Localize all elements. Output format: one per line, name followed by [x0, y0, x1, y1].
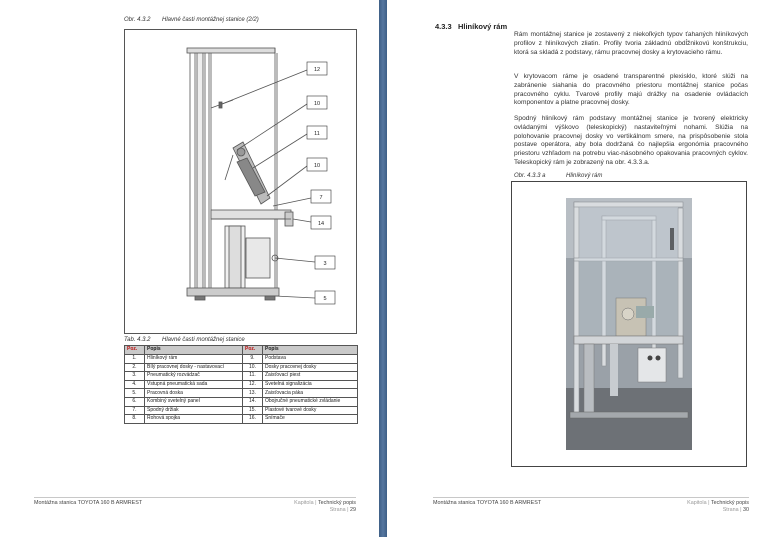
- callout-5: 5: [323, 296, 327, 302]
- callout-11: 11: [314, 131, 320, 137]
- table-row: [125, 355, 358, 364]
- callout-14: 14: [317, 221, 325, 227]
- footer-document-name-right: Montážna stanica TOYOTA 160 B ARMREST: [433, 500, 542, 506]
- table-cell-position: 15.: [243, 406, 263, 415]
- table-cell-description: Vstupná pneumatická sada: [145, 380, 243, 389]
- table-cell-position: 8.: [125, 415, 145, 424]
- table-cell-description: Plastové tvarové dosky: [263, 406, 358, 415]
- table-cell-position: 10.: [243, 363, 263, 372]
- table-cell-position: 2.: [125, 363, 145, 372]
- paragraph-1: Rám montážnej stanice je zostavený z niekoľkých typov ťahaných hliníkových profilov z hliníkových zliatin. Profily tvoria základnú obdĺžnikovú konštrukciu, ktorá sa skladá z podstavy, rámu pracovnej dosky a krytovacieho rámu.: [514, 31, 748, 56]
- header-popis: Popis: [145, 346, 243, 355]
- table-cell-description: Snímače: [263, 415, 358, 424]
- table-cell-description: Rohová spojka: [145, 415, 243, 424]
- table-row: [125, 406, 358, 415]
- paragraph-2: V krytovacom ráme je osadené transparentné plexisklo, ktoré slúži na zabránenie siahania do pracovného priestoru montážnej stanice počas pracovného cyklu. Tvarové profily majú drážky na osadenie ovládacích komponentov a platne pracovnej dosky.: [514, 73, 748, 107]
- table-row: [125, 372, 358, 381]
- left-page: [0, 0, 379, 537]
- table-row: [125, 380, 358, 389]
- table-cell-description: Spodný držiak: [145, 406, 243, 415]
- footer-rule: [34, 497, 356, 498]
- table-cell-position: 7.: [125, 406, 145, 415]
- table-row: [125, 415, 358, 424]
- header-popis-2: Popis: [263, 346, 358, 355]
- page-spread-divider: [379, 0, 387, 537]
- station-drawing-frame: [124, 29, 357, 334]
- aluminium-frame-photo-frame: [511, 181, 747, 467]
- footer-document-name: Montážna stanica TOYOTA 160 B ARMREST: [34, 500, 143, 506]
- table-header-row: [125, 346, 358, 355]
- callout-12: 12: [313, 67, 321, 73]
- footer-rule-right: [433, 497, 749, 498]
- table-caption: Tab. 4.3.2 Hlavné časti montážnej stanice: [124, 337, 245, 343]
- section-title: 4.3.3 Hliníkový rám: [435, 22, 508, 31]
- table-cell-description: Zaisťovací piest: [263, 372, 358, 381]
- table-cell-description: Dosky pracovnej dosky: [263, 363, 358, 372]
- right-page: [387, 0, 768, 537]
- callout-3: 3: [323, 261, 327, 267]
- table-cell-description: Zaisťovacia páka: [263, 389, 358, 398]
- callout-7: 7: [319, 195, 323, 201]
- table-row: [125, 389, 358, 398]
- table-cell-description: Obojručné pneumatické zvládanie: [263, 397, 358, 406]
- table-cell-description: Kombiný svetelný panel: [145, 397, 243, 406]
- table-cell-position: 12.: [243, 380, 263, 389]
- table-cell-position: 14.: [243, 397, 263, 406]
- footer-page: Strana | 29: [329, 507, 356, 513]
- table-cell-position: 9.: [243, 355, 263, 364]
- table-cell-description: Svetelná signalizácia: [263, 380, 358, 389]
- table-row: [125, 397, 358, 406]
- table-cell-description: Podstava: [263, 355, 358, 364]
- station-side-view-drawing: [125, 30, 356, 333]
- header-poz-2: Poz.: [243, 346, 263, 355]
- callout-10: 10: [313, 101, 321, 107]
- parts-table: [124, 345, 358, 424]
- table-cell-position: 3.: [125, 372, 145, 381]
- footer-chapter: Kapitola | Technický popis: [294, 500, 356, 506]
- table-cell-position: 6.: [125, 397, 145, 406]
- callout-10b: 10: [313, 163, 321, 169]
- figure-caption: Obr. 4.3.2 Hlavné časti montážnej stanice (2/2): [124, 17, 259, 23]
- aluminium-frame-photo: [566, 198, 692, 450]
- table-cell-position: 4.: [125, 380, 145, 389]
- table-cell-description: Bílý pracovnej dosky - nastavovací: [145, 363, 243, 372]
- footer-chapter-right: Kapitola | Technický popis: [687, 500, 749, 506]
- table-cell-description: Pneumatický rozvádzač: [145, 372, 243, 381]
- table-row: [125, 363, 358, 372]
- footer-page-right: Strana | 30: [722, 507, 749, 513]
- table-cell-position: 11.: [243, 372, 263, 381]
- header-poz: Poz.: [125, 346, 145, 355]
- table-cell-description: Hliníkový rám: [145, 355, 243, 364]
- table-cell-position: 16.: [243, 415, 263, 424]
- paragraph-3: Spodný hliníkový rám podstavy montážnej stanice je tvorený elektricky ovládanými výškovo (teleskopický) nastaviteľnými nohami. Slúžia na polohovanie pracovnej dosky vo vertikálnom smere, na prispôsobenie stola postave operátora, aby bola dodržaná čo najlepšia ergonómia pracovného priestoru vzhľadom na potrebu viac-násobného opakovania pracovných cyklov. Teleskopický rám je zobrazený na obr. 4.3.3.a.: [514, 115, 748, 166]
- table-cell-position: 1.: [125, 355, 145, 364]
- table-cell-position: 5.: [125, 389, 145, 398]
- photo-caption: Obr. 4.3.3 a Hliníkový rám: [514, 173, 603, 179]
- table-cell-position: 13.: [243, 389, 263, 398]
- table-cell-description: Pracovná doska: [145, 389, 243, 398]
